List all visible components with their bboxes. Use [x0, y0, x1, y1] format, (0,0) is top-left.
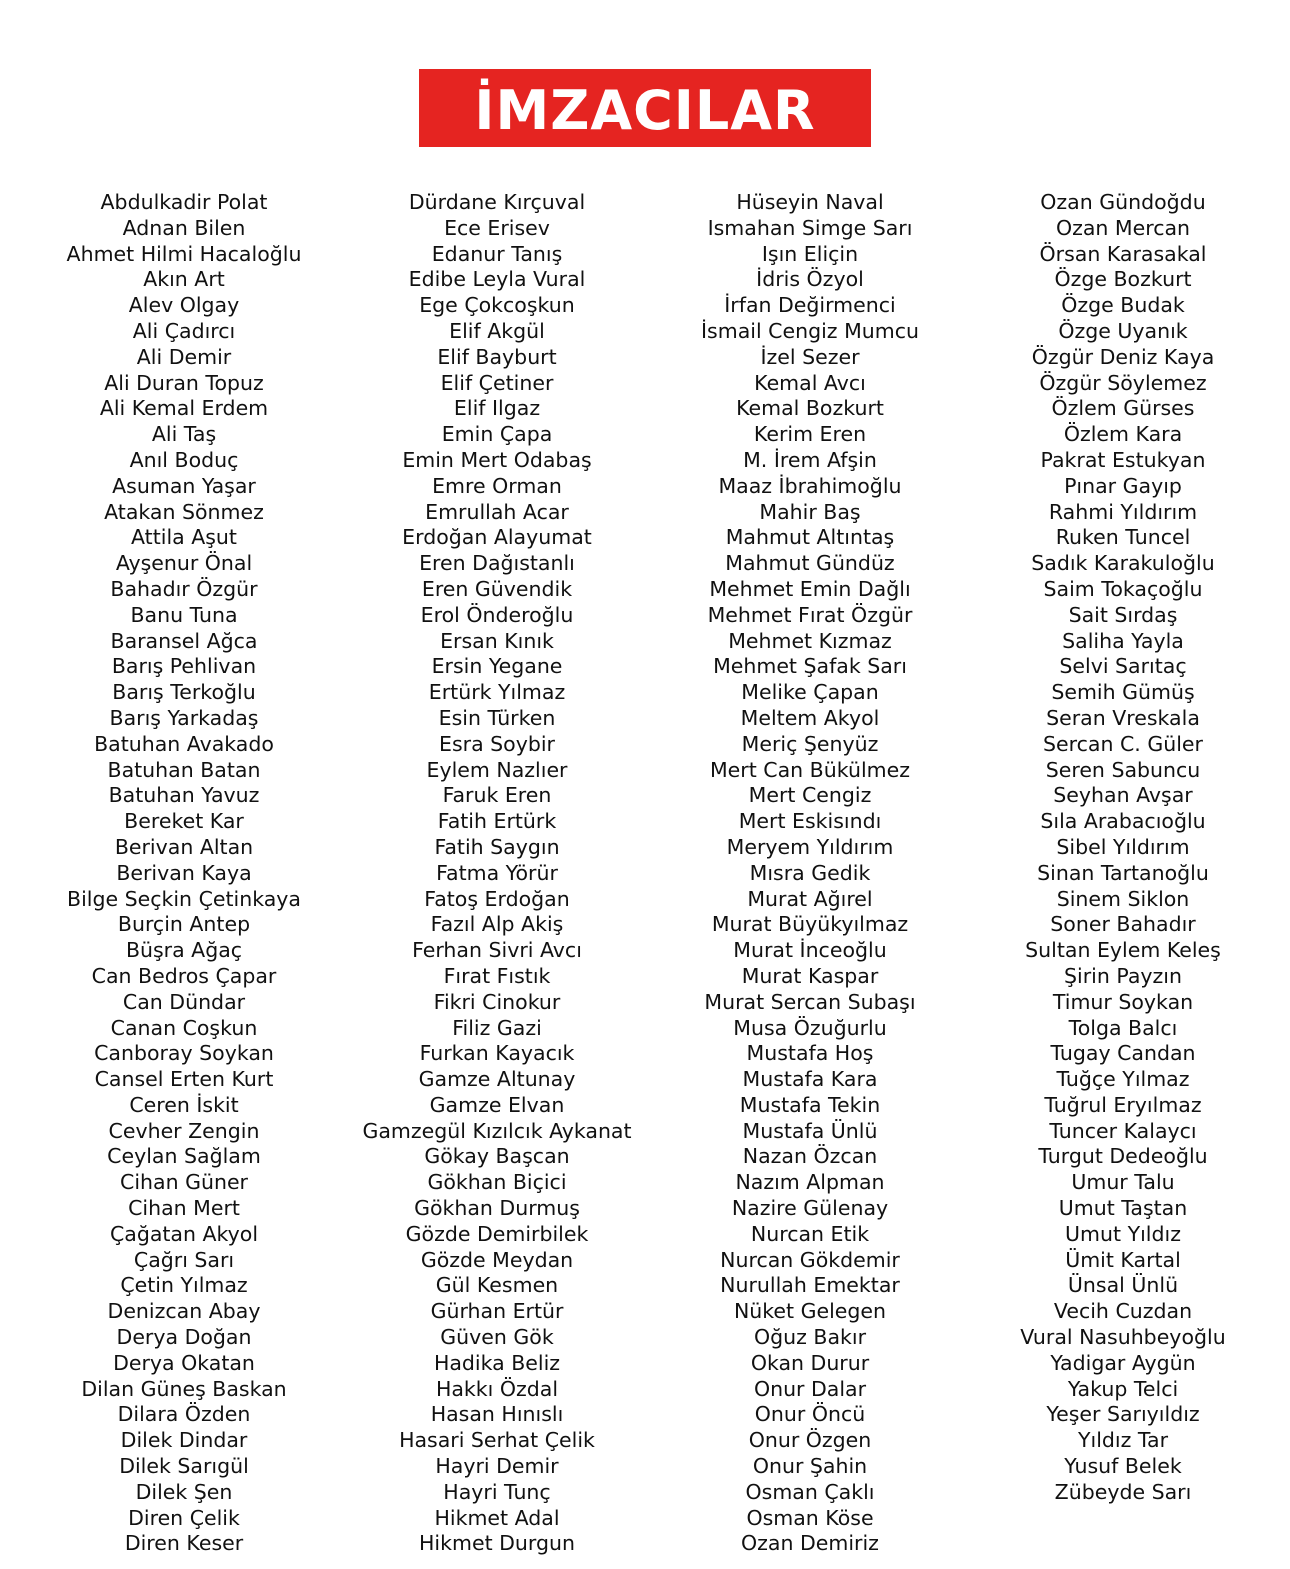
signatory-name: Fatih Saygın [434, 834, 560, 859]
signatories-column-1 [24, 190, 344, 1557]
signatory-name: Okan Durur [750, 1350, 870, 1375]
signatory-name: Turgut Dedeoğlu [1038, 1144, 1208, 1169]
signatory-name: Yeşer Sarıyıldız [1046, 1402, 1200, 1427]
signatory-name: Mehmet Emin Dağlı [709, 576, 911, 601]
signatory-name: Hadika Beliz [433, 1350, 561, 1375]
signatory-name: Cansel Erten Kurt [94, 1067, 274, 1092]
signatory-name: Murat Kaspar [741, 963, 879, 988]
signatory-name: Ozan Mercan [1055, 215, 1191, 240]
signatory-name: Banu Tuna [130, 602, 238, 627]
signatory-name: Semih Gümüş [1051, 680, 1195, 705]
signatory-name: Adnan Bilen [122, 215, 246, 240]
signatory-name: Barış Pehlivan [111, 654, 257, 679]
signatory-name: Sinem Siklon [1056, 886, 1190, 911]
signatory-name: Cevher Zengin [108, 1118, 260, 1143]
signatory-name: Ertürk Yılmaz [428, 680, 566, 705]
signatory-name: Tuğçe Yılmaz [1056, 1067, 1190, 1092]
signatory-name: Sinan Tartanoğlu [1037, 860, 1209, 885]
signatory-name: Asuman Yaşar [112, 473, 256, 498]
signatories-column-4 [963, 190, 1283, 1506]
signatory-name: Atakan Sönmez [104, 499, 264, 524]
signatory-name: Sibel Yıldırım [1056, 834, 1190, 859]
signatory-name: Murat Büyükyılmaz [711, 912, 909, 937]
signatory-name: Tuncer Kalaycı [1049, 1118, 1197, 1143]
signatory-name: Seyhan Avşar [1053, 783, 1193, 808]
signatory-name: Baransel Ağca [110, 628, 258, 653]
signatories-column-3 [650, 190, 970, 1557]
signatory-name: Ersin Yegane [431, 654, 563, 679]
signatory-name: Fikri Cinokur [433, 989, 561, 1014]
signatory-name: Diren Keser [124, 1531, 244, 1556]
signatory-name: Nazan Özcan [742, 1144, 878, 1169]
signatory-name: Musa Özuğurlu [733, 1015, 887, 1040]
signatory-name: Eren Güvendik [421, 576, 573, 601]
signatory-name: Edanur Tanış [431, 241, 563, 266]
signatory-name: Batuhan Yavuz [108, 783, 260, 808]
signatory-name: Yıldız Tar [1077, 1428, 1169, 1453]
signatory-name: Derya Okatan [113, 1350, 255, 1375]
signatory-name: Soner Bahadır [1050, 912, 1196, 937]
signatory-name: Maaz İbrahimoğlu [718, 473, 902, 498]
signatory-name: Çetin Yılmaz [120, 1273, 248, 1298]
signatory-name: Nazım Alpman [735, 1170, 885, 1195]
signatory-name: Erol Önderoğlu [420, 602, 574, 627]
signatory-name: Bilge Seçkin Çetinkaya [67, 886, 301, 911]
signatory-name: Barış Terkoğlu [112, 680, 256, 705]
signatory-name: Elif Akgül [449, 318, 545, 343]
signatory-name: Gül Kesmen [435, 1273, 559, 1298]
signatory-name: Mert Eskisındı [738, 809, 882, 834]
signatory-name: Ceylan Sağlam [107, 1144, 261, 1169]
signatory-name: Çağatan Akyol [109, 1221, 259, 1246]
signatory-name: Mert Cengiz [748, 783, 872, 808]
signatory-name: Cihan Mert [128, 1196, 240, 1221]
signatory-name: Gürhan Ertür [430, 1299, 564, 1324]
signatory-name: İzel Sezer [760, 344, 860, 369]
signatory-name: Nazire Gülenay [731, 1196, 889, 1221]
signatory-name: Yadigar Aygün [1050, 1350, 1196, 1375]
signatory-name: Canboray Soykan [94, 1041, 274, 1066]
signatory-name: Emre Orman [432, 473, 562, 498]
signatory-name: Canan Coşkun [110, 1015, 258, 1040]
signatory-name: Gamze Elvan [429, 1092, 565, 1117]
signatory-name: Fazıl Alp Akiş [430, 912, 564, 937]
signatory-name: Dilek Şen [135, 1479, 233, 1504]
signatories-column-2 [337, 190, 657, 1557]
signatory-name: Hasari Serhat Çelik [399, 1428, 595, 1453]
signatory-name: Hikmet Adal [434, 1505, 560, 1530]
signatory-name: Ozan Gündoğdu [1040, 190, 1206, 214]
signatory-name: Onur Dalar [753, 1376, 867, 1401]
signatory-name: Ruken Tuncel [1055, 525, 1191, 550]
signatory-name: Furkan Kayacık [419, 1041, 575, 1066]
signatory-name: Batuhan Batan [107, 757, 261, 782]
signatory-name: Ümit Kartal [1065, 1247, 1181, 1272]
signatory-name: Umut Taştan [1058, 1196, 1188, 1221]
signatory-name: M. İrem Afşin [743, 447, 877, 472]
signatory-name: Onur Öncü [754, 1402, 866, 1427]
signatory-name: Ozan Demiriz [741, 1531, 879, 1556]
signatory-name: Oğuz Bakır [753, 1325, 867, 1350]
signatory-name: Onur Özgen [748, 1428, 872, 1453]
signatory-name: Dilara Özden [117, 1402, 251, 1427]
signatory-name: Ayşenur Önal [115, 551, 253, 576]
signatory-name: Diren Çelik [128, 1505, 240, 1530]
signatory-name: Ece Erisev [444, 215, 550, 240]
signatory-name: Pınar Gayıp [1064, 473, 1182, 498]
signatory-name: Bahadır Özgür [110, 576, 258, 601]
signatory-name: Ferhan Sivri Avcı [412, 938, 582, 963]
signatory-name: Mustafa Kara [742, 1067, 878, 1092]
signatory-name: Can Bedros Çapar [91, 963, 277, 988]
signatory-name: Hayri Demir [435, 1454, 559, 1479]
signatory-name: Ismahan Simge Sarı [707, 215, 913, 240]
signatory-name: Emrullah Acar [425, 499, 569, 524]
signatory-name: Sadık Karakuloğlu [1031, 551, 1215, 576]
signatory-name: Nurcan Etik [750, 1221, 870, 1246]
signatory-name: Hakkı Özdal [435, 1376, 559, 1401]
signatory-name: Murat Sercan Subaşı [704, 989, 916, 1014]
signatory-name: Elif Bayburt [437, 344, 557, 369]
signatory-name: Umut Yıldız [1065, 1221, 1181, 1246]
signatory-name: Kemal Avcı [754, 370, 866, 395]
signatory-name: Mehmet Fırat Özgür [707, 602, 913, 627]
signatory-name: Ege Çokcoşkun [419, 293, 575, 318]
signatory-name: Saim Tokaçoğlu [1043, 576, 1203, 601]
signatory-name: Işın Eliçin [761, 241, 859, 266]
signatory-name: Hikmet Durgun [419, 1531, 575, 1556]
signatory-name: Gamze Altunay [418, 1067, 576, 1092]
signatory-name: Bereket Kar [124, 809, 244, 834]
signatory-name: Murat İnceoğlu [733, 938, 887, 963]
signatory-name: Mustafa Tekin [739, 1092, 881, 1117]
signatory-name: Esin Türken [438, 705, 556, 730]
signatory-name: Sercan C. Güler [1043, 731, 1203, 756]
signatory-name: Selvi Sarıtaç [1059, 654, 1187, 679]
signatory-name: Elif Çetiner [440, 370, 554, 395]
signatory-name: Dilek Dindar [120, 1428, 248, 1453]
signatory-name: İdris Özyol [756, 267, 864, 292]
signatory-name: Dürdane Kırçuval [408, 190, 586, 214]
signatory-name: Osman Çaklı [745, 1479, 875, 1504]
signatory-name: Alev Olgay [128, 293, 240, 318]
signatory-name: Abdulkadir Polat [100, 190, 268, 214]
signatory-name: Melike Çapan [741, 680, 879, 705]
signatory-name: Eren Dağıstanlı [419, 551, 575, 576]
signatory-name: Timur Soykan [1052, 989, 1194, 1014]
signatory-name: Vural Nasuhbeyoğlu [1020, 1325, 1226, 1350]
signatory-name: Sait Sırdaş [1068, 602, 1178, 627]
signatory-name: Dilan Güneş Baskan [81, 1376, 287, 1401]
signatory-name: Berivan Altan [114, 834, 254, 859]
signatory-name: Fırat Fıstık [443, 963, 551, 988]
signatory-name: Ahmet Hilmi Hacaloğlu [66, 241, 302, 266]
signatory-name: Hüseyin Naval [736, 190, 884, 214]
signatory-name: Kemal Bozkurt [736, 396, 884, 421]
signatory-name: Mısra Gedik [749, 860, 871, 885]
signatory-name: Çağrı Sarı [133, 1247, 235, 1272]
signatory-name: Erdoğan Alayumat [402, 525, 592, 550]
signatory-name: Hayri Tunç [443, 1479, 551, 1504]
signatory-name: Mahmut Altıntaş [725, 525, 895, 550]
signatory-name: Tolga Balcı [1068, 1015, 1178, 1040]
signatory-name: Barış Yarkadaş [109, 705, 259, 730]
signatory-name: Zübeyde Sarı [1054, 1479, 1192, 1504]
signatory-name: Gamzegül Kızılcık Aykanat [362, 1118, 632, 1143]
signatory-name: Elif Ilgaz [453, 396, 541, 421]
signatory-name: Emin Çapa [441, 422, 553, 447]
signatory-name: Gözde Meydan [420, 1247, 574, 1272]
signatory-name: Eylem Nazlıer [426, 757, 568, 782]
signatory-name: Can Dündar [122, 989, 246, 1014]
signatory-name: Meriç Şenyüz [741, 731, 879, 756]
signatory-name: Ünsal Ünlü [1067, 1273, 1179, 1298]
signatory-name: Mustafa Hoş [746, 1041, 874, 1066]
signatory-name: İrfan Değirmenci [724, 293, 896, 318]
signatory-name: Murat Ağırel [747, 886, 873, 911]
signatory-name: Ali Taş [151, 422, 217, 447]
signatory-name: Meltem Akyol [740, 705, 880, 730]
signatory-name: Seren Sabuncu [1045, 757, 1201, 782]
signatory-name: Şirin Payzın [1064, 963, 1182, 988]
signatory-name: Yusuf Belek [1064, 1454, 1182, 1479]
signatory-name: Özge Budak [1061, 293, 1185, 318]
signatory-name: Attila Aşut [131, 525, 237, 550]
signatory-name: Anıl Boduç [129, 447, 239, 472]
signatory-name: Nurcan Gökdemir [720, 1247, 900, 1272]
signatory-name: Batuhan Avakado [94, 731, 274, 756]
signatory-name: Esra Soybir [439, 731, 555, 756]
signatory-name: Mahir Baş [759, 499, 861, 524]
signatory-name: Gökay Başcan [424, 1144, 570, 1169]
signatory-name: Özlem Gürses [1051, 396, 1195, 421]
signatory-name: Örsan Karasakal [1039, 241, 1207, 266]
signatory-name: Fatma Yörür [436, 860, 558, 885]
signatory-name: Büşra Ağaç [125, 938, 243, 963]
signatory-name: Fatoş Erdoğan [424, 886, 570, 911]
signatory-name: Meryem Yıldırım [726, 834, 894, 859]
signatory-name: Hasan Hınıslı [430, 1402, 564, 1427]
signatory-name: Gökhan Biçici [427, 1170, 567, 1195]
signatory-name: Mustafa Ünlü [742, 1118, 878, 1143]
signatory-name: Derya Doğan [116, 1325, 252, 1350]
signatory-name: Kerim Eren [753, 422, 867, 447]
signatory-name: Tuğrul Eryılmaz [1044, 1092, 1202, 1117]
page-title: İMZACILAR [474, 79, 816, 142]
signatory-name: Ali Çadırcı [132, 318, 236, 343]
signatory-name: Tugay Candan [1050, 1041, 1196, 1066]
signatory-name: İsmail Cengiz Mumcu [701, 318, 919, 343]
signatory-name: Nüket Gelegen [733, 1299, 887, 1324]
signatory-name: Özgür Deniz Kaya [1031, 344, 1215, 369]
signatory-name: Burçin Antep [117, 912, 251, 937]
signatory-name: Özlem Kara [1063, 422, 1183, 447]
signatory-name: Nurullah Emektar [720, 1273, 900, 1298]
signatory-name: Fatih Ertürk [437, 809, 557, 834]
signatory-name: Mehmet Şafak Sarı [713, 654, 907, 679]
signatory-name: Emin Mert Odabaş [402, 447, 592, 472]
signatories-columns [0, 190, 1290, 1565]
signatory-name: Özge Uyanık [1058, 318, 1188, 343]
signatory-name: Ali Kemal Erdem [99, 396, 269, 421]
signatory-name: Denizcan Abay [107, 1299, 261, 1324]
signatory-name: Umur Talu [1071, 1170, 1175, 1195]
signatory-name: Cihan Güner [120, 1170, 248, 1195]
signatory-name: Ali Duran Topuz [104, 370, 264, 395]
signatory-name: Pakrat Estukyan [1040, 447, 1206, 472]
signatory-name: Mehmet Kızmaz [728, 628, 892, 653]
signatory-name: Sıla Arabacıoğlu [1040, 809, 1206, 834]
signatory-name: Saliha Yayla [1062, 628, 1184, 653]
signatory-name: Dilek Sarıgül [119, 1454, 249, 1479]
signatory-name: Mahmut Gündüz [725, 551, 895, 576]
signatory-name: Yakup Telci [1067, 1376, 1179, 1401]
signatory-name: Onur Şahin [752, 1454, 868, 1479]
signatory-name: Gözde Demirbilek [405, 1221, 589, 1246]
title-banner [419, 69, 871, 147]
signatory-name: Vecih Cuzdan [1053, 1299, 1193, 1324]
signatory-name: Faruk Eren [442, 783, 552, 808]
signatory-name: Ersan Kınık [440, 628, 554, 653]
signatory-name: Edibe Leyla Vural [408, 267, 586, 292]
signatory-name: Gökhan Durmuş [414, 1196, 580, 1221]
signatory-name: Akın Art [143, 267, 225, 292]
signatory-name: Mert Can Bükülmez [710, 757, 910, 782]
signatory-name: Güven Gök [440, 1325, 554, 1350]
signatory-name: Özge Bozkurt [1054, 267, 1192, 292]
signatory-name: Seran Vreskala [1046, 705, 1200, 730]
signatory-name: Osman Köse [746, 1505, 874, 1530]
signatory-name: Ali Demir [136, 344, 232, 369]
signatory-name: Sultan Eylem Keleş [1025, 938, 1221, 963]
signatory-name: Filiz Gazi [452, 1015, 542, 1040]
signatory-name: Berivan Kaya [116, 860, 252, 885]
signatory-name: Özgür Söylemez [1039, 370, 1207, 395]
signatory-name: Rahmi Yıldırım [1048, 499, 1198, 524]
signatory-name: Ceren İskit [129, 1092, 239, 1117]
